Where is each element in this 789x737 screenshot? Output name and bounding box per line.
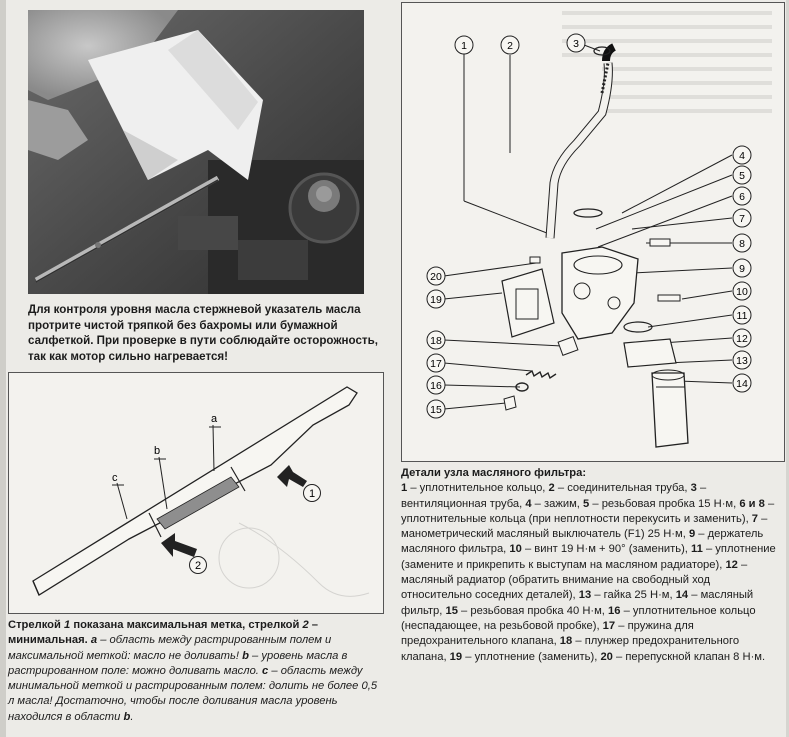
part-number: 9 <box>688 528 696 541</box>
label-a: a <box>211 413 218 425</box>
callout-10: 10 <box>736 286 748 298</box>
part-number: 19 <box>449 650 463 663</box>
callout-4: 4 <box>739 150 745 162</box>
callout-7: 7 <box>739 213 745 225</box>
part-number: 17 <box>602 619 616 632</box>
callout-9: 9 <box>739 263 745 275</box>
part-number: 18 <box>559 635 573 648</box>
part-number: 3 <box>690 482 697 495</box>
part-number: 15 <box>445 604 458 617</box>
callout-20: 20 <box>430 271 442 283</box>
part-number: 1 <box>401 482 408 495</box>
callout-1: 1 <box>309 488 316 500</box>
part-description: – уплотнительное кольцо, <box>407 482 549 495</box>
arrow-1-max <box>277 465 307 487</box>
callout-2: 2 <box>195 560 202 572</box>
label-c: c <box>112 472 118 484</box>
callout-2: 2 <box>507 40 513 52</box>
part-description: – уплотнительные кольца (при неплотности перекусить и заменить), <box>401 497 775 525</box>
part-description: – уплотнение (заменить), <box>462 650 601 663</box>
part-description: – винт 19 Н·м + 90° (заменить), <box>521 543 692 556</box>
part-description: – соединительная труба, <box>554 482 691 495</box>
oil-filter-diagram <box>401 2 785 462</box>
oil-filter-caption-title: Детали узла масляного фильтра: <box>401 467 587 479</box>
callout-6: 6 <box>739 191 745 203</box>
part-number: 5 <box>583 497 590 510</box>
part-description: – резьбовая пробка 40 Н·м, <box>457 604 609 617</box>
part-description: – резьбовая пробка 15 Н·м, <box>589 497 740 510</box>
part-number: 2 <box>548 482 555 495</box>
oil-filter-caption <box>401 466 783 665</box>
callout-14: 14 <box>736 378 748 390</box>
part-number: 13 <box>578 589 592 602</box>
part-description: – гайка 25 Н·м, <box>591 589 676 602</box>
part-description: – вентиляционная труба, <box>401 482 707 510</box>
part-description: – масляный фильтр, <box>401 589 754 617</box>
page-edge-left <box>0 0 6 737</box>
callout-5: 5 <box>739 170 745 182</box>
dipstick-diagram <box>8 372 384 614</box>
part-number: 6 и 8 <box>739 497 765 510</box>
callout-8: 8 <box>739 238 745 250</box>
callout-19: 19 <box>430 294 442 306</box>
part-number: 14 <box>675 589 689 602</box>
part-description: – зажим, <box>531 497 584 510</box>
callout-18: 18 <box>430 335 442 347</box>
part-description: – пружина для предохранительного клапана, <box>401 619 694 648</box>
part-description: – масляный радиатор (обратить внимание на свободный ход относительно соседних деталей), <box>401 558 748 602</box>
dipstick-caption: Стрелкой 1 показана максимальная метка, стрелкой 2 – минимальная. a – область между растрированным полем и максимальной меткой: масло не доливать! b – уровень масла в растрированном поле: можно доливать масло. c – область между минимальной меткой и растрированным полем: долить не более 0,5 л масла! Достаточно, чтобы после доливания масла уровень находился в области b. <box>8 619 378 723</box>
label-b: b <box>154 445 161 457</box>
photo-dipstick-wiping <box>28 10 364 294</box>
part-number: 4 <box>525 497 532 510</box>
part-number: 10 <box>509 543 522 556</box>
callout-15: 15 <box>430 404 442 416</box>
part-description: – перепускной клапан 8 Н·м. <box>612 650 766 663</box>
arrow-2-min <box>161 533 197 557</box>
part-number: 11 <box>691 543 703 556</box>
part-number: 7 <box>751 512 759 525</box>
part-number: 16 <box>608 604 621 617</box>
callout-1: 1 <box>461 40 467 52</box>
part-description: – уплотнительное кольцо (неспадающее, на резьбовой пробке), <box>401 604 756 632</box>
part-description: – плунжер предохранительного клапана, <box>401 635 740 663</box>
part-description: – манометрический масляный выключатель (F1) 25 Н·м, <box>401 512 768 541</box>
callout-17: 17 <box>430 358 442 370</box>
callout-16: 16 <box>430 380 442 392</box>
callout-3: 3 <box>573 38 579 50</box>
callout-13: 13 <box>736 355 748 367</box>
part-description: – уплотнение (замените и прикрепить к выступам на масляном радиаторе), <box>401 543 776 571</box>
photo-caption: Для контроля уровня масла стержневой указатель масла протрите чистой тряпкой без бахромы или бумажной салфеткой. При проверке в пути соблюдайте осторожность, так как мотор сильно нагревается! <box>28 303 378 363</box>
part-number: 12 <box>725 558 738 571</box>
callout-11: 11 <box>736 310 748 322</box>
part-number: 20 <box>600 650 613 663</box>
part-description: – держатель масляного фильтра, <box>401 528 764 556</box>
callout-12: 12 <box>736 333 748 345</box>
